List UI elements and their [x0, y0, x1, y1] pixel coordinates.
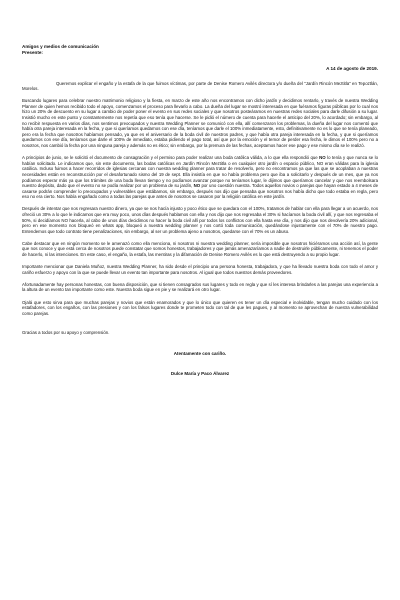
- paragraph-consecration-part-1: A principios de junio, se le solicitó el documento de consagración y el permiso para poder realizar una boda católica válida, a lo que ella respondió que: [22, 155, 320, 161]
- paragraph-warning: Ojalá que esto sirva para que muchas parejas y novios que están enamorados y que lo único que quieren es tener un día especial e inolvidable, tengan mucho cuidado con los estafadores, con los engaños, con las presiones y con los falsos lugares donde te prometen todo con tal de que les pagues, y al momento se aprovechan de nuestra vulnerabilidad como parejas.: [22, 299, 378, 316]
- paragraph-no-threats: Cabe destacar que en ningún momento se le amenazó como ella menciona, ni nosotros ni nuestra wedding planner, sería imposible que nosotros hiciéramos una acción así, la gente que nos conoce y que está cerca de nosotros puede constatar que somos honestos, trabajadores y que jamás amenazaríamos a nadie de destruirle públicamente, ni tenemos el poder de hacerlo, ni las intenciones. En este caso, el engaño, la estafa, las mentiras y la difamación de Denise Romero Avilés es lo que está destruyendo a su propio lugar.: [22, 240, 378, 258]
- letter-date: A 14 de agosto de 2019.: [326, 66, 378, 71]
- letter-page: [22, 44, 378, 377]
- paragraph-honest-vendors: Afortunadamente hay personas honestas, con buena disposición, que si tienen consagrados sus lugares y todo en regla y que sí les interesa brindarles a las parejas una experiencia a la altura de un evento tan importante como este. Nuestra boda sigue en pie y se realizará en otro lugar.: [22, 281, 378, 293]
- salutation-presente: Presente:: [22, 50, 43, 55]
- paragraph-consecration-part-3: por uno cuestión nuestra. Todos aquellos novios o parejas que hayan estado a 4 meses de casarse podrán comprender lo preocupados y vulnerables que estábamos, sin embargo, después nos dijo que pensaba que nosotros nos había dicho que todo estaba en regla, pero eso no era cierto. Nos había engañado como a todas las parejas que antes de nosotros se casaron por la religión católica en este jardín.: [22, 183, 378, 200]
- spacer: [22, 323, 378, 330]
- closing-line: Atentamente con cariño.: [173, 351, 227, 357]
- paragraph-refund: Después de intentar que nos regresara nuestro dinero, ya que se nos hacía injusto y poco ético que se quedara con el 100%, tratamos de hablar con ella para llegar a un acuerdo, nos ofreció un 30% a lo que le indicamos que era muy poco, unos días después hablamos con ella y nos dijo que nos regresaba el 30% si hacíamos la boda civil allí, y que nos regresaba el 50%, si decidíamos NO hacerla, al cabo de unos días decidimos no hacer la boda civil allí por todos los conflictos con ella hasta ese día, y nos dijo que nos devolvería 20% adicional, pero en ese momento nos bloqueó en whats app, bloqueó a nuestra wedding planner y nos cortó toda comunicación, quedándose injustamente con el 70% de nuestro pago. Entendemos que todo contrato tiene penalizaciones, sin embargo, al ser un problema ajeno a nosotros, quedarse con el 70% es un abuso.: [22, 206, 378, 234]
- paragraph-intro: Queremos explicar el engaño y la estafa de la que fuimos víctimas, por parte de Denise Romero Avilés directora y/o dueña del "Jardín Rincón Meztitla" en Tepoztlán, Morelos.: [22, 80, 378, 92]
- emphasis-no-2: NO: [193, 183, 201, 189]
- signature: Dulce María y Paco Álvarez: [170, 371, 230, 377]
- emphasis-no-1: NO: [319, 155, 326, 161]
- paragraph-booking: Buscando lugares para celebrar nuestro matrimonio religioso y la fiesta, en marzo de este año nos encontramos con dicho jardín y decidimos rentarlo, y través de nuestra Wedding Planner de quien hemos recibido todo el apoyo, comenzamos el proceso para llevarlo a cabo. La dueña del lugar se mostró interesada en que fuéramos figuras públicas por lo cual nos hizo un 20% de descuento en su lugar a cambio de poder poner el evento en sus redes sociales y que nosotros posteáramos en nuestras redes sociales para darle difusión a su lugar. Insistió mucho en este punto y constantemente nos repetía que eso tenía que hacerse. Se le pidió el número de cuenta para hacerle el anticipo del 20%, lo acordado; sin embargo, al no recibir respuesta en varios días, nos sentimos preocupados y nuestra Wedding Planner se comunicó con ella, allí comenzaron los problemas, la dueña del lugar nos comentó que había otra pareja interesada en la fecha, y que si queríamos quedarnos con ese día, teníamos que darle el 100% inmediatamente, esto, definitivamente no es lo que se tenía planeado, pero era la fecha que nosotros habíamos pensado, ya que es el aniversario de la boda civil de nuestros padres, y que había otra pareja interesada en la fecha, y que si queríamos quedarnos con ese día, teníamos que darle el 100% de inmediato, estaba pidiendo el pago total, así que por la emoción y el temor de perder esa fecha, le dimos el 100% pero no a nosotros, nos cambió la fecha por una ninguna pareja y además no es ético; sin embargo, por la premura de las fechas, aceptamos hacer ese pago y ese mismo día se le realizó.: [22, 98, 378, 149]
- paragraph-consecration: [22, 155, 378, 200]
- paragraph-thanks: Gracias a todos por su apoyo y comprensión.: [22, 329, 110, 335]
- paragraph-consecration-part-2: lo tenía y que nunca se lo habían solicitado. Le indicamos que, sin este documento, las bodas católicas en Jardín Rincón Meztitla o en cualquier otro jardín o espacio público, NO eran válidas para la iglesia católica. Incluso fuimos a hacer recorridos de iglesias cercanas con nuestra wedding planner para tratar de resolverlo, pero no encontramos ya que las que se acoplaban a nuestras necesidades están en reconstrucción por el desafortunado sismo del 19 de sept. Ella insistía en que no había problema pero que iba a solicitarlo y después de un mes, que ya nos podíamos esperar más ya que los trámites de una boda llevan tiempo y no podíamos avanzar porque no teníamos lugar, le dijimos que queríamos cancelar y que nos reembolsara nuestro depósito, dado que el evento no se podía realizar por un problema de su jardín,: [22, 155, 379, 189]
- paragraph-wedding-planner: Importante mencionar que Daniela Muñoz, nuestra Wedding Planner, ha sido desde el principio una persona honesta, trabajadora, y que ha llevado nuestra boda con todo el amor y cariño esfuerzo y apoyo con la que se puede llevar un evento tan importante para nosotros. Al igual que todos nuestros demás proveedores.: [22, 264, 378, 275]
- salutation-recipients: Amigos y medios de comunicación: [22, 44, 99, 49]
